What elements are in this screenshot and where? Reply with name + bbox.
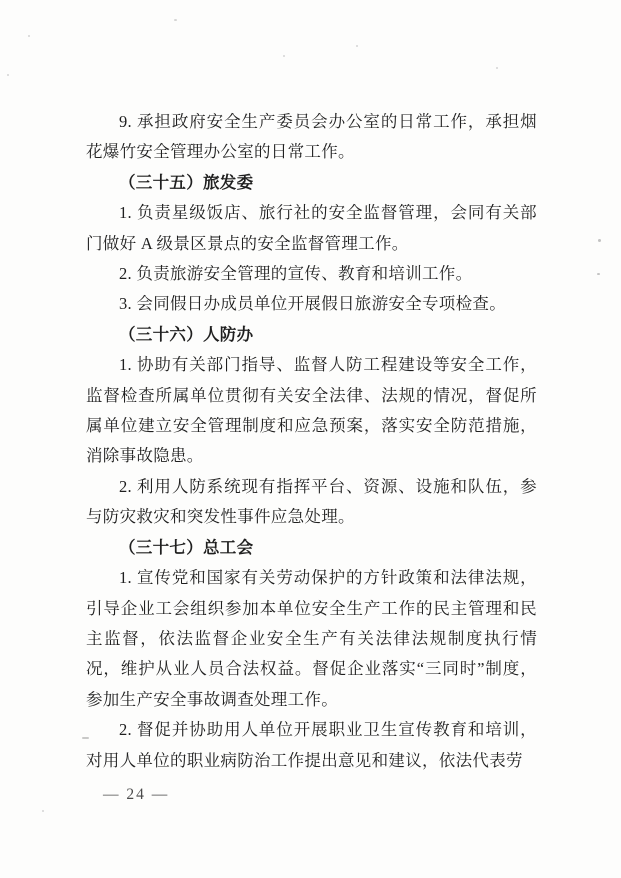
paragraph-35-item-2: 2. 负责旅游安全管理的宣传、教育和培训工作。 — [119, 264, 473, 284]
section-heading-37-zonggonghui: （三十七）总工会 — [119, 537, 254, 557]
scan-speck — [174, 19, 177, 21]
paragraph-36-item-1: 1. 协助有关部门指导、监督人防工程建设等安全工作，监督检查所属单位贯彻有关安全法律、法规的情况，督促所属单位建立安全管理制度和应急预案，落实安全防范措施，消除事故隐患。 — [86, 355, 537, 466]
paragraph-35-item-3: 3. 会同假日办成员单位开展假日旅游安全专项检查。 — [119, 294, 506, 314]
page-number: — 24 — — [103, 786, 170, 803]
paragraph-36-item-2: 2. 利用人防系统现有指挥平台、资源、设施和队伍，参与防灾救灾和突发性事件应急处理。 — [86, 476, 537, 527]
scan-speck — [283, 55, 285, 57]
scan-speck — [598, 239, 601, 242]
scan-speck — [496, 67, 498, 69]
scan-speck — [28, 35, 30, 37]
paragraph-duty-9: 9. 承担政府安全生产委员会办公室的日常工作，承担烟花爆竹安全管理办公室的日常工作。 — [86, 112, 537, 162]
document-body — [86, 107, 537, 776]
scan-speck — [42, 810, 44, 812]
scan-speck — [7, 74, 9, 76]
section-heading-35-lvfawei: （三十五）旅发委 — [119, 172, 254, 192]
section-heading-36-renfangban: （三十六）人防办 — [119, 324, 254, 344]
scan-speck — [597, 273, 600, 275]
paragraph-37-item-2: 2. 督促并协助用人单位开展职业卫生宣传教育和培训，对用人单位的职业病防治工作提出意见和建议，依法代表劳 — [86, 720, 537, 770]
scan-speck — [356, 45, 358, 47]
paragraph-35-item-1: 1. 负责星级饭店、旅行社的安全监督管理，会同有关部门做好 A 级景区景点的安全监督管理工作。 — [86, 203, 537, 253]
paragraph-37-item-1: 1. 宣传党和国家有关劳动保护的方针政策和法律法规，引导企业工会组织参加本单位安全生产工作的民主管理和民主监督，依法监督企业安全生产有关法律法规制度执行情况，维护从业人员合法权益。督促企业落实“三同时”制度，参加生产安全事故调查处理工作。 — [86, 568, 537, 709]
scan-speck — [82, 737, 89, 739]
